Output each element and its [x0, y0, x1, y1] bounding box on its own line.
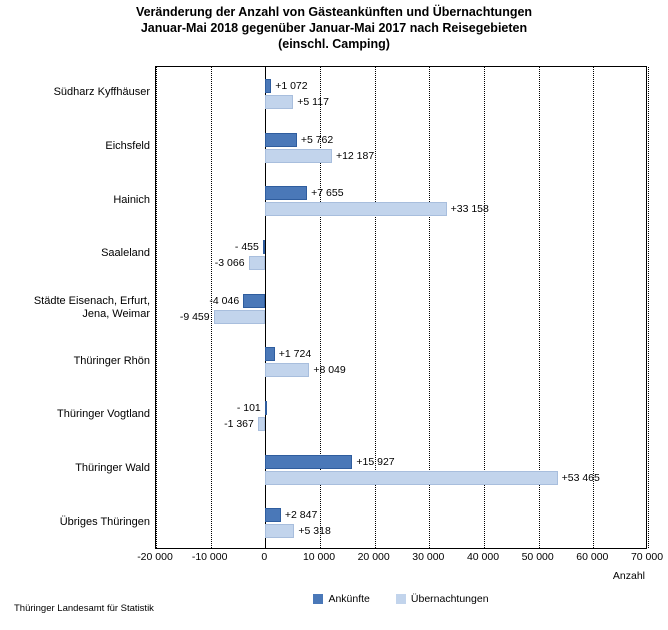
bar-anknfte-2 [265, 186, 307, 200]
x-axis-tick-labels [137, 551, 664, 567]
bar-value-label: +15 927 [356, 455, 395, 468]
bar-value-label: - 455 [234, 240, 259, 253]
bar-anknfte-6 [265, 401, 267, 415]
bar-value-label: +33 158 [450, 203, 489, 216]
gridline [156, 67, 157, 548]
bar-bernachtungen-1 [265, 149, 332, 163]
y-axis-labels [0, 66, 150, 549]
plot-area [155, 66, 647, 549]
bar-bernachtungen-2 [265, 202, 446, 216]
bar-bernachtungen-7 [265, 471, 557, 485]
x-tick-label-8: 60 000 [576, 551, 609, 563]
legend-swatch-icon [313, 594, 323, 604]
bar-anknfte-1 [265, 133, 296, 147]
x-axis-title: Anzahl [612, 570, 645, 582]
bar-anknfte-7 [265, 455, 352, 469]
legend-item-1[interactable] [396, 593, 489, 605]
y-axis-label-1: Eichsfeld [105, 140, 150, 152]
x-tick-label-1: -10 000 [191, 551, 228, 563]
x-tick-label-7: 50 000 [521, 551, 554, 563]
chart-legend [155, 590, 647, 608]
gridline [648, 67, 649, 548]
bar-value-label: +53 465 [561, 471, 600, 484]
bar-value-label: - 101 [236, 401, 261, 414]
bar-bernachtungen-4 [214, 310, 266, 324]
x-tick-label-9: 70 000 [630, 551, 664, 563]
y-axis-label-0: Südharz Kyffhäuser [53, 86, 150, 99]
bar-anknfte-3 [263, 240, 265, 254]
source-note: Thüringer Landesamt für Statistik [14, 603, 154, 614]
x-tick-label-0: -20 000 [137, 551, 173, 563]
legend-label: Übernachtungen [410, 593, 489, 605]
bar-value-label: +1 072 [275, 79, 308, 92]
bar-anknfte-0 [265, 79, 271, 93]
y-axis-label-7: Thüringer Wald [75, 462, 150, 474]
x-tick-label-6: 40 000 [466, 551, 500, 563]
bar-anknfte-5 [265, 347, 274, 361]
bar-bernachtungen-3 [249, 256, 266, 270]
bar-value-label: +5 117 [297, 95, 329, 108]
bar-anknfte-8 [265, 508, 281, 522]
bar-value-label: -4 046 [209, 294, 240, 307]
title-line-1: Veränderung der Anzahl von Gästeankünften und Übernachtungen [135, 5, 533, 19]
y-axis-label-2: Hainich [113, 193, 150, 206]
bar-value-label: +12 187 [335, 149, 375, 162]
legend-item-0[interactable] [313, 593, 369, 605]
title-line-3: (einschl. Camping) [278, 37, 390, 51]
bar-value-label: -1 367 [224, 417, 254, 430]
bar-value-label: +5 318 [298, 525, 331, 538]
x-tick-label-4: 20 000 [357, 551, 390, 563]
y-axis-label-6: Thüringer Vogtland [57, 408, 150, 421]
bar-bernachtungen-0 [265, 95, 293, 109]
bar-value-label: -3 066 [214, 256, 245, 269]
bar-bernachtungen-8 [265, 524, 294, 538]
y-axis-label-5: Thüringer Rhön [73, 354, 150, 367]
x-tick-label-3: 10 000 [302, 551, 336, 563]
bar-value-label: +5 762 [300, 133, 334, 146]
bar-bernachtungen-5 [265, 363, 309, 377]
y-axis-label-3: Saaleland [101, 247, 150, 260]
chart-title [0, 4, 668, 52]
x-tick-label-5: 30 000 [412, 551, 445, 563]
legend-swatch-icon [396, 594, 406, 604]
bar-bernachtungen-6 [258, 417, 265, 431]
bar-value-label: +7 655 [311, 187, 344, 200]
y-axis-label-4: Städte Eisenach, Erfurt, Jena, Weimar [33, 294, 150, 320]
bar-value-label: +1 724 [278, 348, 312, 361]
x-tick-label-2: 0 [261, 551, 268, 563]
legend-label: Ankünfte [328, 593, 370, 605]
bar-value-label: -9 459 [179, 310, 210, 323]
bar-anknfte-4 [243, 294, 265, 308]
title-line-2: Januar-Mai 2018 gegenüber Januar-Mai 2017 nach Reisegebieten [140, 21, 528, 35]
gridline [211, 67, 212, 548]
y-axis-label-8: Übriges Thüringen [59, 515, 150, 528]
bar-value-label: +2 847 [284, 509, 318, 522]
bar-value-label: +8 049 [313, 364, 346, 377]
